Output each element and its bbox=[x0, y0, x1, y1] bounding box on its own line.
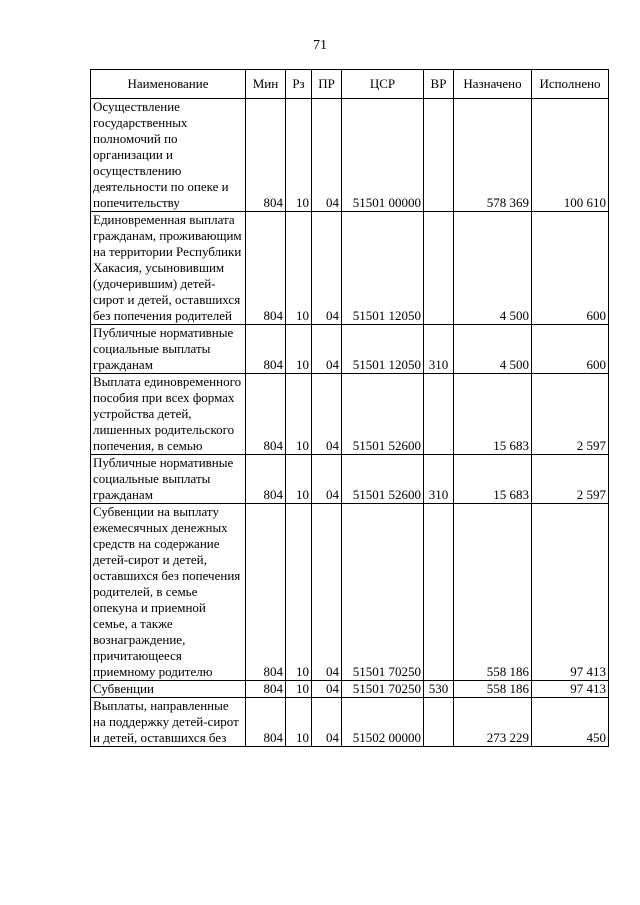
cell-min: 804 bbox=[246, 325, 286, 374]
cell-rz: 10 bbox=[286, 212, 312, 325]
cell-executed: 97 413 bbox=[532, 681, 609, 698]
cell-vr bbox=[424, 698, 454, 747]
header-name: Наименование bbox=[91, 70, 246, 99]
cell-executed: 97 413 bbox=[532, 504, 609, 681]
cell-assigned: 15 683 bbox=[454, 455, 532, 504]
cell-vr: 310 bbox=[424, 455, 454, 504]
cell-csr: 51501 52600 bbox=[342, 455, 424, 504]
cell-csr: 51501 70250 bbox=[342, 681, 424, 698]
cell-min: 804 bbox=[246, 504, 286, 681]
header-rz: Рз bbox=[286, 70, 312, 99]
cell-rz: 10 bbox=[286, 99, 312, 212]
cell-pr: 04 bbox=[312, 681, 342, 698]
cell-assigned: 4 500 bbox=[454, 212, 532, 325]
cell-min: 804 bbox=[246, 681, 286, 698]
table-row bbox=[91, 325, 609, 374]
table-header-row bbox=[91, 70, 609, 99]
table-row bbox=[91, 455, 609, 504]
cell-executed: 450 bbox=[532, 698, 609, 747]
cell-min: 804 bbox=[246, 374, 286, 455]
cell-executed: 600 bbox=[532, 325, 609, 374]
cell-executed: 600 bbox=[532, 212, 609, 325]
cell-assigned: 578 369 bbox=[454, 99, 532, 212]
cell-vr: 530 bbox=[424, 681, 454, 698]
cell-name: Публичные нормативные социальные выплаты гражданам bbox=[91, 325, 246, 374]
cell-vr bbox=[424, 212, 454, 325]
header-vr: ВР bbox=[424, 70, 454, 99]
cell-name: Субвенции на выплату ежемесячных денежных средств на содержание детей-сирот и детей, оставшихся без попечения родителей, в семье опекуна и приемной семье, а также вознаграждение, причитающееся приемному родителю bbox=[91, 504, 246, 681]
header-csr: ЦСР bbox=[342, 70, 424, 99]
cell-csr: 51501 70250 bbox=[342, 504, 424, 681]
cell-vr bbox=[424, 504, 454, 681]
table-row bbox=[91, 504, 609, 681]
cell-executed: 2 597 bbox=[532, 455, 609, 504]
cell-name: Выплаты, направленные на поддержку детей-сирот и детей, оставшихся без bbox=[91, 698, 246, 747]
table-row bbox=[91, 374, 609, 455]
cell-rz: 10 bbox=[286, 504, 312, 681]
cell-assigned: 558 186 bbox=[454, 504, 532, 681]
cell-pr: 04 bbox=[312, 374, 342, 455]
cell-min: 804 bbox=[246, 99, 286, 212]
cell-csr: 51501 12050 bbox=[342, 212, 424, 325]
cell-vr: 310 bbox=[424, 325, 454, 374]
table-row bbox=[91, 698, 609, 747]
cell-rz: 10 bbox=[286, 374, 312, 455]
cell-name: Выплата единовременного пособия при всех формах устройства детей, лишенных родительского попечения, в семью bbox=[91, 374, 246, 455]
cell-rz: 10 bbox=[286, 698, 312, 747]
cell-min: 804 bbox=[246, 455, 286, 504]
cell-pr: 04 bbox=[312, 212, 342, 325]
cell-name: Единовременная выплата гражданам, проживающим на территории Республики Хакасия, усыновившим (удочерившим) детей-сирот и детей, оставшихся без попечения родителей bbox=[91, 212, 246, 325]
cell-name: Публичные нормативные социальные выплаты гражданам bbox=[91, 455, 246, 504]
cell-csr: 51501 00000 bbox=[342, 99, 424, 212]
header-pr: ПР bbox=[312, 70, 342, 99]
cell-assigned: 4 500 bbox=[454, 325, 532, 374]
header-min: Мин bbox=[246, 70, 286, 99]
cell-pr: 04 bbox=[312, 698, 342, 747]
cell-vr bbox=[424, 374, 454, 455]
cell-rz: 10 bbox=[286, 325, 312, 374]
cell-rz: 10 bbox=[286, 681, 312, 698]
cell-assigned: 273 229 bbox=[454, 698, 532, 747]
cell-executed: 2 597 bbox=[532, 374, 609, 455]
cell-csr: 51501 52600 bbox=[342, 374, 424, 455]
cell-rz: 10 bbox=[286, 455, 312, 504]
cell-csr: 51502 00000 bbox=[342, 698, 424, 747]
cell-pr: 04 bbox=[312, 455, 342, 504]
cell-executed: 100 610 bbox=[532, 99, 609, 212]
table-row bbox=[91, 99, 609, 212]
cell-pr: 04 bbox=[312, 325, 342, 374]
table-row bbox=[91, 681, 609, 698]
cell-name: Осуществление государственных полномочий по организации и осуществлению деятельности по опеке и попечительству bbox=[91, 99, 246, 212]
cell-min: 804 bbox=[246, 212, 286, 325]
page-number: 71 bbox=[313, 38, 327, 53]
budget-table bbox=[90, 69, 609, 747]
cell-vr bbox=[424, 99, 454, 212]
cell-assigned: 15 683 bbox=[454, 374, 532, 455]
cell-name: Субвенции bbox=[91, 681, 246, 698]
cell-pr: 04 bbox=[312, 504, 342, 681]
cell-csr: 51501 12050 bbox=[342, 325, 424, 374]
cell-pr: 04 bbox=[312, 99, 342, 212]
cell-assigned: 558 186 bbox=[454, 681, 532, 698]
table-row bbox=[91, 212, 609, 325]
cell-min: 804 bbox=[246, 698, 286, 747]
header-executed: Исполнено bbox=[532, 70, 609, 99]
header-assigned: Назначено bbox=[454, 70, 532, 99]
